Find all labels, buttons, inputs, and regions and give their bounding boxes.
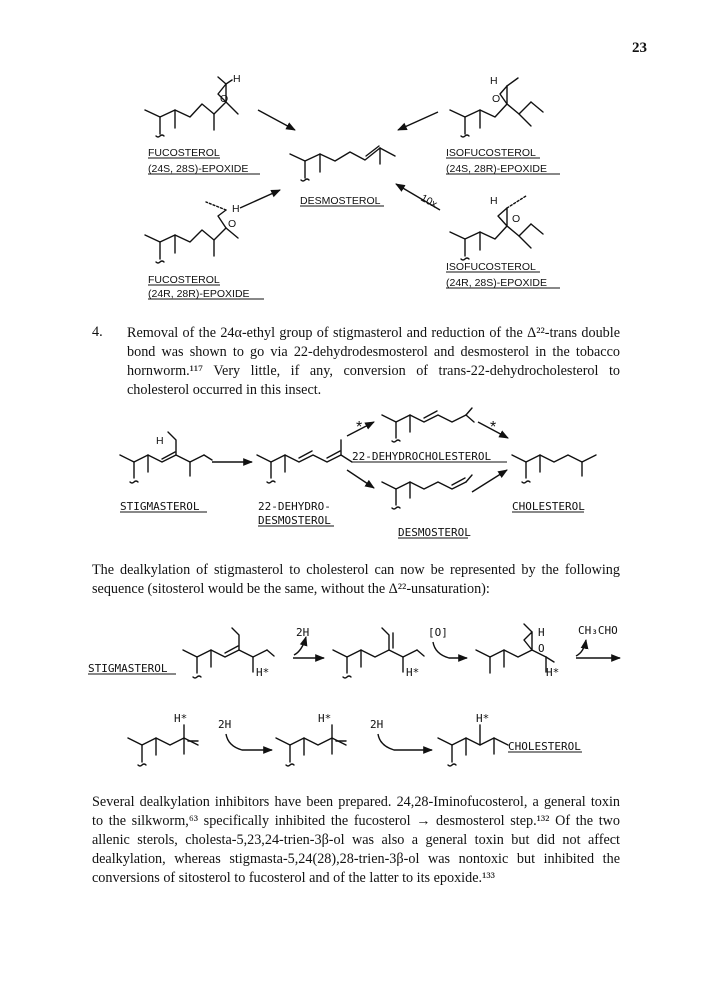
structure-fucosterol-24r-epoxide — [145, 202, 240, 263]
label-stigmasterol: STIGMASTEROL — [120, 500, 200, 513]
structure-22-dehydrodesmosterol — [257, 440, 352, 483]
structure-desmosterol-2 — [382, 475, 472, 509]
paragraph-sequence-intro: The dealkylation of stigmasterol to cholesterol can now be represented by the following sequence (sitosterol would be the same, without the Δ²²-unsaturation): — [92, 562, 620, 597]
arrow-desmosterol-to-cholesterol — [472, 470, 507, 492]
two-h-label: 2H — [370, 718, 384, 731]
label-fucosterol-24r: FUCOSTEROL — [148, 274, 220, 286]
arrow-step5 — [378, 734, 432, 750]
structure-stigmasterol — [120, 432, 212, 483]
h-label: H — [156, 435, 164, 447]
label-isofucosterol-24r-epoxide: (24R, 28S)-EPOXIDE — [446, 277, 547, 289]
label-isofucosterol-24s-epoxide: (24S, 28R)-EPOXIDE — [446, 163, 547, 175]
h-star-label: H* — [174, 712, 188, 725]
arrow-dehydrodesmosterol-to-desmosterol — [347, 470, 374, 488]
two-h-label: 2H — [296, 626, 310, 639]
h-label: H — [232, 203, 240, 215]
two-h-label: 2H — [218, 718, 232, 731]
arrow-step4 — [226, 734, 272, 750]
page-number: 23 — [632, 40, 647, 56]
list-number: 4. — [92, 324, 103, 340]
scheme-dealkylation-epoxides — [140, 72, 580, 307]
arrow-fucosterol-r-to-desmosterol — [240, 190, 280, 208]
label-10x: 10x — [418, 192, 440, 211]
structure-desmosterol — [290, 146, 395, 181]
structure-isofucosterol-24s-epoxide — [450, 75, 543, 137]
structure-desmosterol-h2 — [276, 725, 346, 766]
h-star-label: H* — [406, 666, 420, 679]
label-stigmasterol: STIGMASTEROL — [88, 662, 168, 675]
structure-22-dehydrocholesterol — [382, 408, 474, 442]
o-label: O — [538, 642, 545, 655]
label-cholesterol: CHOLESTEROL — [508, 740, 581, 753]
o-label: O — [220, 93, 229, 105]
blocked-mark: * — [490, 419, 497, 436]
arrow-isofucosterol-to-desmosterol — [398, 112, 438, 130]
h-label: H — [490, 195, 498, 207]
o-label: O — [512, 213, 521, 225]
h-star-label: H* — [476, 712, 490, 725]
oxidation-label: [O] — [428, 626, 448, 639]
h-star-label: H* — [546, 666, 560, 679]
label-isofucosterol-24r: ISOFUCOSTEROL — [446, 261, 536, 273]
arrow-fucosterol-to-desmosterol — [258, 110, 295, 130]
structure-cholesterol — [512, 455, 596, 483]
h-label: H — [538, 626, 545, 639]
structure-cholesterol-h — [438, 725, 508, 766]
arrow-step2 — [433, 642, 467, 658]
structure-isofucosterol-24r-epoxide — [450, 195, 543, 260]
item4-paragraph: Removal of the 24α-ethyl group of stigmasterol and reduction of the Δ²²-trans double bond was shown to go via 22-dehydrodesmosterol and desmosterol in the tobacco hornworm.¹¹⁷ Very little, if any, conversion of trans-22-dehydrocholesterol to cholesterol occurred in this insect. — [127, 325, 620, 398]
label-desmosterol-b: DESMOSTEROL — [258, 514, 331, 527]
scheme-stigmasterol-to-cholesterol — [112, 400, 612, 550]
paragraph-inhibitors: Several dealkylation inhibitors have been prepared. 24,28-Iminofucosterol, a general toxin to the silkworm,⁶³ specifically inhibited the fucosterol → desmosterol step.¹³² Of the two allenic sterols, cholesta-5,23,24-trien-3β-ol was also a general toxin but did not affect dealkylation, whereas stigmasta-5,24(28),28-trien-3β-ol was nontoxic but inhibited the conversions of sitosterol to fucosterol and of the latter to its epoxide.¹³³ — [92, 794, 620, 886]
label-fucosterol-24s: FUCOSTEROL — [148, 147, 220, 159]
h-label: H — [233, 73, 241, 85]
structure-desmosterol-h — [128, 725, 198, 766]
o-label: O — [492, 93, 501, 105]
structure-fucosterol-24s-epoxide — [145, 73, 241, 137]
blocked-mark: * — [356, 419, 363, 436]
label-isofucosterol-24s: ISOFUCOSTEROL — [446, 147, 536, 159]
label-desmosterol: DESMOSTEROL — [300, 195, 381, 207]
label-fucosterol-24s-epoxide: (24S, 28S)-EPOXIDE — [148, 163, 249, 175]
o-label: O — [228, 218, 237, 230]
label-desmosterol: DESMOSTEROL — [398, 526, 471, 539]
acetaldehyde-label: CH₃CHO — [578, 624, 618, 637]
label-22-dehydrocholesterol: 22-DEHYDROCHOLESTEROL — [352, 450, 492, 463]
label-cholesterol: CHOLESTEROL — [512, 500, 585, 513]
h-star-label: H* — [256, 666, 270, 679]
label-22-dehydro: 22-DEHYDRO- — [258, 500, 331, 513]
label-fucosterol-24r-epoxide: (24R, 28R)-EPOXIDE — [148, 288, 250, 300]
h-star-label: H* — [318, 712, 332, 725]
scheme-dealkylation-sequence — [88, 610, 628, 785]
h-label: H — [490, 75, 498, 87]
